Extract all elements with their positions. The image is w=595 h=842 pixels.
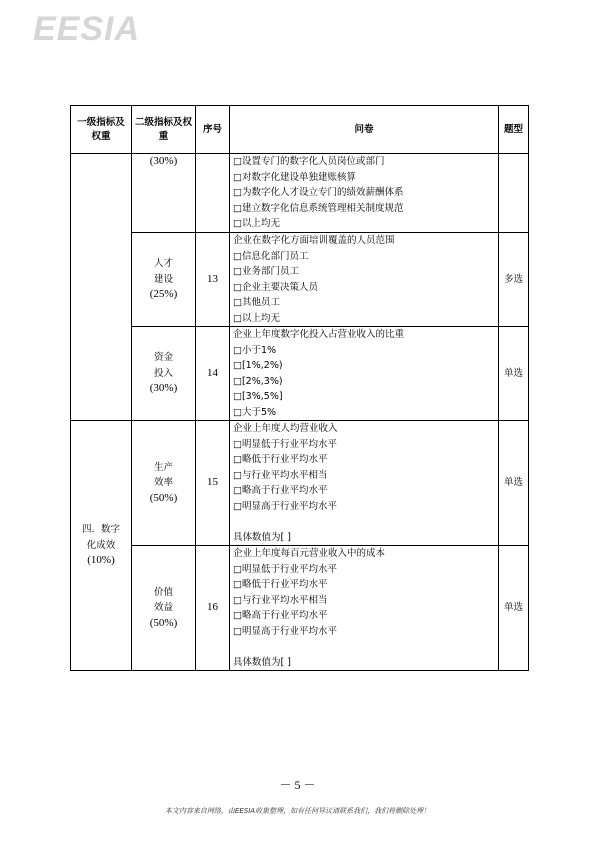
type-cell: 单选 [499,546,529,671]
level2-label: 效率 [153,477,173,489]
question-text: 企业上年度人均营业收入 [233,423,338,434]
option-line: □其他员工 [233,297,280,308]
option-line: □略低于行业平均水平 [233,579,328,590]
level2-label: 价值 [153,586,173,598]
seq-cell: 15 [196,421,230,546]
table-row [71,327,529,421]
option-line: □小于1% [233,344,277,356]
seq-cell [196,154,230,233]
level2-weight: (25%) [149,288,178,301]
header-level1: 一级指标及权重 [71,106,132,154]
value-fill-line: 具体数值为[ ] [233,656,291,668]
question-cell [230,154,499,233]
option-line: □略高于行业平均水平 [233,485,328,496]
option-line: □对数字化建设单独建账核算 [233,171,356,183]
level2-label: 生产 [153,461,173,473]
level1-label: 四．数字 [81,524,120,536]
evaluation-table [70,105,529,671]
question-cell [230,327,499,421]
option-line: □以上均无 [233,218,280,229]
type-cell [499,154,529,233]
table-row [71,546,529,671]
question-cell [230,546,499,671]
option-line: □明显低于行业平均水平 [233,563,337,575]
footer-disclaimer: 本文内容来自网络，由EESIA收集整理，如有任何异议请联系我们，我们将删除处理！ [164,807,431,815]
header-level2: 二级指标及权重 [132,106,196,154]
level2-weight: (50%) [149,616,178,629]
option-line: □信息化部门员工 [233,250,309,262]
header-type: 题型 [499,106,529,154]
option-line: □业务部门员工 [233,266,299,277]
seq-cell: 13 [196,233,230,327]
level2-weight: (50%) [149,491,178,504]
level2-cell [132,233,196,327]
option-line: □略低于行业平均水平 [233,454,328,465]
eesia-logo: EESIA [33,10,141,48]
level2-label: 人才 [153,258,173,270]
question-text: 企业上年度数字化投入占营业收入的比重 [233,329,405,340]
option-line: □[1%,2%) [233,360,283,371]
option-line: □建立数字化信息系统管理相关制度规范 [233,202,404,214]
level1-empty-cell [71,154,132,421]
level2-cell [132,154,196,233]
header-questionnaire: 问卷 [230,106,499,154]
level2-label: 建设 [153,273,173,285]
seq-cell: 14 [196,327,230,421]
question-text: 企业上年度每百元营业收入中的成本 [233,548,386,559]
option-line: □大于5% [233,406,277,418]
level2-cell [132,546,196,671]
option-line: □与行业平均水平相当 [233,594,328,606]
option-line: □[3%,5%] [233,391,283,402]
option-line: □与行业平均水平相当 [233,469,328,481]
value-fill-line: 具体数值为[ ] [233,531,291,543]
option-line: □以上均无 [233,312,280,324]
level2-weight: (30%) [149,155,178,167]
option-line: □略高于行业平均水平 [233,610,328,621]
option-line: □明显高于行业平均水平 [233,625,337,637]
table-row [71,421,529,546]
level2-label: 资金 [153,352,173,364]
table-header-row [71,106,529,154]
level1-cell [71,421,132,671]
header-seq: 序号 [196,106,230,154]
table-row [71,233,529,327]
table-row [71,154,529,233]
option-line: □明显低于行业平均水平 [233,438,337,450]
level2-weight: (30%) [149,382,178,395]
level1-weight: (10%) [87,554,115,567]
question-cell [230,233,499,327]
type-cell: 多选 [499,233,529,327]
seq-cell: 16 [196,546,230,671]
level1-label: 化成效 [86,539,116,551]
level2-cell [132,327,196,421]
option-line: □设置专门的数字化人员岗位或部门 [233,156,385,167]
option-line: □[2%,3%) [233,375,283,387]
type-cell: 单选 [499,421,529,546]
level2-label: 效益 [153,602,173,614]
page-number: － 5 － [279,778,316,792]
option-line: □企业主要决策人员 [233,281,318,293]
question-cell [230,421,499,546]
type-cell: 单选 [499,327,529,421]
option-line: □明显高于行业平均水平 [233,500,337,512]
question-text: 企业在数字化方面培训覆盖的人员范围 [233,235,395,246]
option-line: □为数字化人才设立专门的绩效薪酬体系 [233,187,404,198]
level2-label: 投入 [153,367,173,379]
level2-cell [132,421,196,546]
